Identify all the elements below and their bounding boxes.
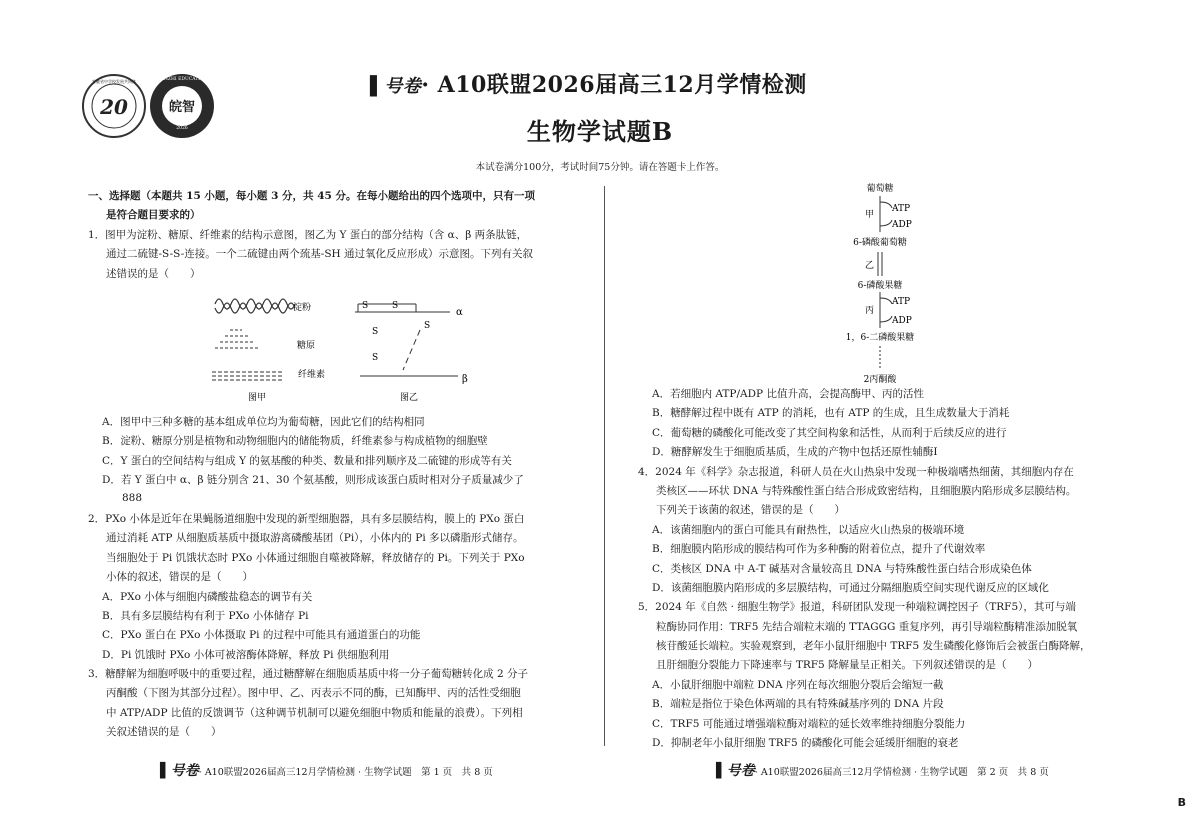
starch-diagram bbox=[215, 299, 295, 313]
glycogen-diagram bbox=[215, 330, 260, 348]
q3-stem: 3．糖酵解为细胞呼吸中的重要过程，通过糖酵解在细胞质基质中将一分子葡萄糖转化成 2 分子 bbox=[88, 668, 529, 681]
ss-bond-s: S bbox=[372, 327, 379, 337]
figure-jia-caption: 图甲 bbox=[248, 393, 267, 403]
brand-mark: ▌号卷 bbox=[370, 76, 422, 97]
q1-option-b: B．淀粉、糖原分别是植物和动物细胞内的储能物质，纤维素参与构成植物的细胞壁 bbox=[102, 435, 488, 448]
enzyme-yi: 乙 bbox=[865, 261, 875, 271]
q5-option-b: B．端粒是指位于染色体两端的具有特殊碱基序列的 DNA 片段 bbox=[652, 698, 944, 711]
f6p-label: 6-磷酸果糖 bbox=[857, 281, 903, 291]
q5-stem: 粒酶协同作用：TRF5 先结合端粒末端的 TTAGGG 重复序列，再引导端粒酶精准添加脱氧 bbox=[656, 620, 1078, 633]
adp-label-1: ADP bbox=[892, 220, 912, 230]
cellulose-diagram bbox=[212, 372, 282, 380]
ss-bond-s: S bbox=[424, 321, 431, 331]
q1-figure bbox=[200, 290, 490, 410]
q2-stem: 小体的叙述，错误的是（ ） bbox=[106, 571, 253, 584]
ss-bond-s: S bbox=[372, 353, 379, 363]
seal-text: 安徽省中学校发展共同体 bbox=[92, 79, 136, 84]
q3-stem: 中 ATP/ADP 比值的反馈调节（这种调节机制可以避免细胞中物质和能量的浪费）。下列相 bbox=[106, 706, 523, 719]
exam-note: 本试卷满分100分，考试时间75分钟。请在答题卡上作答。 bbox=[475, 162, 725, 173]
q4-stem: 类核区——环状 DNA 与特殊酸性蛋白结合形成致密结构，且细胞膜内陷形成多层膜结构。 bbox=[656, 484, 1077, 497]
glucose-label: 葡萄糖 bbox=[866, 184, 894, 194]
q2-option-d: D．Pi 饥饿时 PXo 小体可被溶酶体降解，释放 Pi 供细胞利用 bbox=[102, 648, 390, 661]
footer-page-1 bbox=[160, 760, 493, 780]
section-heading: 一、选择题（本题共 15 小题，每小题 3 分，共 45 分。在每小题给出的四个选项中，只有一项 bbox=[88, 190, 535, 202]
atp-curve-2 bbox=[880, 298, 892, 304]
column-divider bbox=[604, 186, 605, 746]
page-title bbox=[370, 68, 890, 99]
q4-stem: 4．2024 年《科学》杂志报道，科研人员在火山热泉中发现一种极端嗜热细菌，其细胞内存在 bbox=[638, 465, 1074, 478]
footer-text: · A10联盟2026届高三12月学情检测 · 生物学试题 第 1 页 共 8 页 bbox=[198, 767, 493, 778]
protein-y-diagram bbox=[355, 304, 458, 376]
enzyme-bing: 丙 bbox=[865, 306, 875, 316]
left-column bbox=[88, 188, 588, 285]
footer-brand: ▌号卷 bbox=[160, 763, 199, 779]
glycolysis-pathway bbox=[820, 180, 940, 390]
title-text: · A10联盟2026届高三12月学情检测 bbox=[421, 72, 807, 98]
starch-label: 淀粉 bbox=[293, 303, 312, 313]
q2-stem: 2．PXo 小体是近年在果蝇肠道细胞中发现的新型细胞器，具有多层膜结构，膜上的 PXo 蛋白 bbox=[88, 512, 525, 525]
section-heading-cont: 是符合题目要求的） bbox=[106, 209, 201, 222]
f16bp-label: 1，6-二磷酸果糖 bbox=[845, 333, 915, 343]
beta-chain-label: β bbox=[462, 374, 468, 385]
atp-curve bbox=[880, 202, 892, 208]
left-column-lower bbox=[88, 414, 588, 744]
q5-stem: 且肝细胞分裂能力下降速率与 TRF5 降解量呈正相关。下列叙述错误的是（ ） bbox=[656, 659, 1039, 672]
footer-brand: ▌号卷 bbox=[716, 763, 755, 779]
q1-option-a: A．图甲中三种多糖的基本组成单位均为葡萄糖，因此它们的结构相同 bbox=[102, 416, 425, 428]
wanzhi-center-text: 皖智 bbox=[168, 100, 195, 115]
q4-stem: 下列关于该菌的叙述，错误的是（ ） bbox=[656, 504, 845, 517]
adp-curve-2 bbox=[880, 316, 892, 322]
q3-option-d: D．糖酵解发生于细胞质基质，生成的产物中包括还原性辅酶Ⅰ bbox=[652, 446, 938, 459]
cellulose-label: 纤维素 bbox=[298, 370, 326, 380]
page-subtitle: 生物学试题B bbox=[526, 117, 674, 146]
q1-option-d-cont: 888 bbox=[122, 491, 143, 504]
q4-option-a: A．该菌细胞内的蛋白可能具有耐热性，以适应火山热泉的极端环境 bbox=[652, 523, 965, 536]
pyruvate-label: 2丙酮酸 bbox=[863, 375, 897, 385]
right-column bbox=[638, 386, 1158, 754]
q3-stem: 关叙述错误的是（ ） bbox=[106, 726, 222, 739]
q3-option-a: A．若细胞内 ATP/ADP 比值升高，会提高酶甲、丙的活性 bbox=[652, 388, 924, 400]
q1-option-c: C．Y 蛋白的空间结构与组成 Y 的氨基酸的种类、数量和排列顺序及二硫键的形成等有关 bbox=[102, 454, 512, 467]
q2-option-c: C．PXo 蛋白在 PXo 小体摄取 Pi 的过程中可能具有通道蛋白的功能 bbox=[102, 629, 421, 642]
enzyme-jia: 甲 bbox=[865, 210, 875, 220]
figure-yi-caption: 图乙 bbox=[400, 393, 419, 403]
paper-version-mark: B bbox=[1177, 796, 1186, 809]
ss-bond-s: S bbox=[362, 301, 369, 311]
q3-option-c: C．葡萄糖的磷酸化可能改变了其空间构象和活性，从而利于后续反应的进行 bbox=[652, 426, 1007, 439]
q5-stem: 核苷酸延长端粒。实验观察到，老年小鼠肝细胞中 TRF5 发生磷酸化修饰后会被蛋白酶降解， bbox=[656, 640, 1091, 653]
ss-bond-s: S bbox=[392, 301, 399, 311]
adp-label-2: ADP bbox=[892, 316, 912, 326]
q1-stem: 1．图甲为淀粉、糖原、纤维素的结构示意图，图乙为 Y 蛋白的部分结构（含 α、β 两条肽链， bbox=[88, 228, 528, 241]
footer-text: · A10联盟2026届高三12月学情检测 · 生物学试题 第 2 页 共 8 页 bbox=[754, 767, 1049, 778]
atp-label-2: ATP bbox=[892, 297, 911, 307]
q3-option-b: B．糖酵解过程中既有 ATP 的消耗，也有 ATP 的生成，且生成数量大于消耗 bbox=[652, 407, 1010, 420]
seal-number: 20 bbox=[100, 95, 128, 119]
q1-option-d: D．若 Y 蛋白中 α、β 链分别含 21、30 个氨基酸，则形成该蛋白质时相对分子质量减少了 bbox=[102, 474, 524, 487]
q3-stem: 丙酮酸（下图为其部分过程）。图中甲、乙、丙表示不同的酶，已知酶甲、丙的活性受细胞 bbox=[106, 687, 521, 700]
adp-curve bbox=[880, 220, 892, 226]
q1-stem: 述错误的是（ ） bbox=[106, 267, 201, 280]
q5-option-c: C．TRF5 可能通过增强端粒酶对端粒的延长效率维持细胞分裂能力 bbox=[652, 717, 966, 730]
glycogen-label: 糖原 bbox=[297, 341, 316, 351]
g6p-label: 6-磷酸葡萄糖 bbox=[853, 238, 907, 248]
q2-stem: 当细胞处于 Pi 饥饿状态时 PXo 小体通过细胞自噬被降解，释放储存的 Pi。下列关于 PXo bbox=[106, 551, 525, 564]
q4-option-b: B．细胞膜内陷形成的膜结构可作为多种酶的附着位点，提升了代谢效率 bbox=[652, 543, 986, 556]
wanzhi-year: 2026 bbox=[176, 126, 188, 131]
footer-page-2 bbox=[716, 760, 1049, 780]
q1-stem: 通过二硫键-S-S-连接。一个二硫键由两个巯基-SH 通过氧化反应形成）示意图。下列有关叙 bbox=[106, 248, 534, 261]
atp-label-1: ATP bbox=[892, 204, 911, 214]
q5-option-a: A．小鼠肝细胞中端粒 DNA 序列在每次细胞分裂后会缩短一截 bbox=[652, 678, 944, 691]
alpha-chain-label: α bbox=[456, 307, 463, 318]
q2-option-b: B．具有多层膜结构有利于 PXo 小体储存 Pi bbox=[102, 609, 309, 622]
q2-stem: 通过消耗 ATP 从细胞质基质中摄取游离磷酸基团（Pi），小体内的 Pi 多以磷脂形式储存。 bbox=[106, 532, 524, 545]
wanzhi-ring-text: WANZHI EDUCATION bbox=[156, 77, 208, 82]
q5-option-d: D．抑制老年小鼠肝细胞 TRF5 的磷酸化可能会延缓肝细胞的衰老 bbox=[652, 737, 959, 750]
q4-option-c: C．类核区 DNA 中 A-T 碱基对含量较高且 DNA 与特殊酸性蛋白结合形成染色体 bbox=[652, 562, 1032, 575]
q5-stem: 5．2024 年《自然 · 细胞生物学》报道，科研团队发现一种端粒调控因子（TRF5），其可与端 bbox=[638, 601, 1076, 614]
q2-option-a: A．PXo 小体与细胞内磷酸盐稳态的调节有关 bbox=[102, 590, 313, 603]
q4-option-d: D．该菌细胞膜内陷形成的多层膜结构，可通过分隔细胞质空间实现代谢反应的区域化 bbox=[652, 581, 1049, 594]
